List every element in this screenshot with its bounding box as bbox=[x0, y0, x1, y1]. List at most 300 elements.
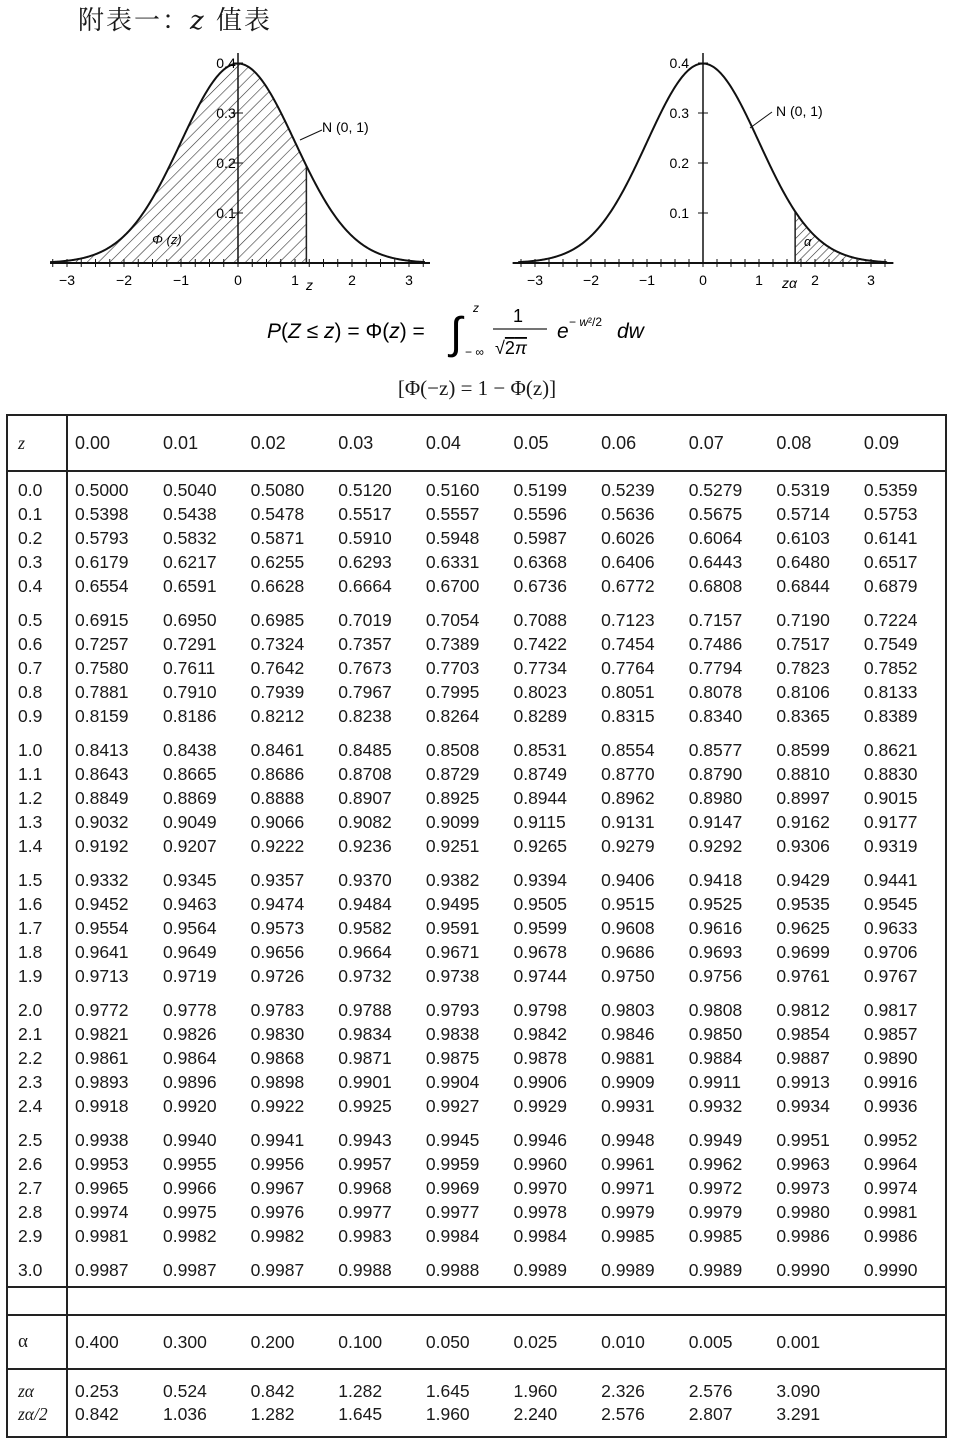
curve-label: N (0, 1) bbox=[776, 103, 823, 119]
alpha-label: α bbox=[7, 1315, 67, 1369]
probability-cell: 0.8554 bbox=[601, 739, 655, 760]
z-alpha-half-value: 1.960 bbox=[425, 1404, 470, 1424]
probability-cell: 0.9968 bbox=[338, 1177, 392, 1198]
probability-cell: 0.8729 bbox=[425, 763, 480, 784]
probability-cell: 0.9929 bbox=[513, 1095, 568, 1116]
probability-cell: 0.9177 bbox=[863, 811, 918, 832]
probability-cell: 0.9989 bbox=[601, 1259, 655, 1280]
probability-cell: 0.9525 bbox=[688, 893, 743, 914]
probability-cell: 0.8159 bbox=[75, 705, 129, 726]
x-tick-label: 3 bbox=[405, 272, 413, 288]
probability-cell: 0.8186 bbox=[163, 705, 217, 726]
z-value-cell: 0.8 bbox=[7, 680, 67, 704]
probability-cell: 0.9984 bbox=[425, 1225, 480, 1246]
probability-cell: 0.7019 bbox=[338, 609, 392, 630]
probability-cell: 0.8997 bbox=[776, 787, 830, 808]
probability-cell: 0.9857 bbox=[863, 1023, 918, 1044]
probability-cell: 0.9871 bbox=[338, 1047, 392, 1068]
probability-cell: 0.9750 bbox=[601, 965, 655, 986]
probability-cell: 0.9582 bbox=[338, 917, 392, 938]
column-header: 0.05 bbox=[506, 415, 594, 471]
y-tick-label: 0.4 bbox=[669, 55, 689, 71]
probability-cell: 0.9706 bbox=[863, 941, 918, 962]
svg-text:e: e bbox=[557, 320, 569, 343]
probability-cell: 0.9925 bbox=[338, 1095, 392, 1116]
z-alpha-half-value: 2.807 bbox=[688, 1404, 733, 1424]
probability-cell: 0.9788 bbox=[338, 999, 392, 1020]
table-row bbox=[7, 1122, 946, 1152]
probability-cell: 0.9812 bbox=[776, 999, 830, 1020]
z-row-group bbox=[7, 862, 946, 992]
z-value-cell: 0.2 bbox=[7, 526, 67, 550]
z-alpha-half-value: 1.282 bbox=[250, 1404, 295, 1424]
probability-cell: 0.8708 bbox=[338, 763, 392, 784]
probability-cell: 0.9032 bbox=[75, 811, 129, 832]
probability-cell: 0.9738 bbox=[425, 965, 480, 986]
probability-cell: 0.5753 bbox=[863, 503, 918, 524]
probability-cell: 0.5478 bbox=[250, 503, 305, 524]
z-alpha-half-value: 3.291 bbox=[776, 1404, 821, 1424]
probability-cell: 0.9625 bbox=[776, 917, 830, 938]
probability-cell: 0.8665 bbox=[163, 763, 217, 784]
y-tick-label: 0.3 bbox=[216, 105, 236, 121]
probability-cell: 0.7764 bbox=[601, 657, 655, 678]
alpha-value: 0.001 bbox=[769, 1315, 857, 1369]
probability-cell: 0.9131 bbox=[601, 811, 655, 832]
probability-cell: 0.9162 bbox=[776, 811, 830, 832]
probability-cell: 0.9943 bbox=[338, 1129, 392, 1150]
probability-cell: 0.5239 bbox=[601, 479, 655, 500]
probability-cell: 0.9946 bbox=[513, 1129, 568, 1150]
probability-cell: 0.6293 bbox=[338, 551, 392, 572]
probability-cell: 0.7794 bbox=[688, 657, 743, 678]
probability-cell: 0.8078 bbox=[688, 681, 743, 702]
probability-cell: 0.9906 bbox=[513, 1071, 568, 1092]
probability-cell: 0.9616 bbox=[688, 917, 743, 938]
probability-cell: 0.7454 bbox=[601, 633, 655, 654]
probability-cell: 0.9382 bbox=[425, 869, 480, 890]
probability-cell: 0.9983 bbox=[338, 1225, 392, 1246]
z-value-cell: 2.2 bbox=[7, 1046, 67, 1070]
probability-cell: 0.9951 bbox=[776, 1129, 830, 1150]
probability-cell: 0.7257 bbox=[75, 633, 129, 654]
probability-cell: 0.5793 bbox=[75, 527, 129, 548]
probability-cell: 0.5279 bbox=[688, 479, 743, 500]
table-row bbox=[7, 732, 946, 762]
probability-cell: 0.9961 bbox=[601, 1153, 655, 1174]
probability-cell: 0.8888 bbox=[250, 787, 305, 808]
table-row bbox=[7, 1200, 946, 1224]
z-alpha-value: 1.282 bbox=[338, 1381, 383, 1401]
probability-cell: 0.9834 bbox=[338, 1023, 392, 1044]
probability-cell: 0.9265 bbox=[513, 835, 568, 856]
probability-cell: 0.6700 bbox=[425, 575, 480, 596]
probability-cell: 0.9875 bbox=[425, 1047, 480, 1068]
probability-cell: 0.6554 bbox=[75, 575, 129, 596]
svg-text:1: 1 bbox=[513, 306, 524, 326]
probability-cell: 0.6591 bbox=[163, 575, 217, 596]
probability-cell: 0.7088 bbox=[513, 609, 568, 630]
table-row bbox=[7, 1176, 946, 1200]
probability-cell: 0.9319 bbox=[863, 835, 918, 856]
probability-cell: 0.9505 bbox=[513, 893, 568, 914]
z-value-cell: 2.8 bbox=[7, 1200, 67, 1224]
z-alpha-half-value: 2.240 bbox=[513, 1404, 558, 1424]
z-value-cell: 0.5 bbox=[7, 602, 67, 632]
table-row bbox=[7, 1070, 946, 1094]
table-row bbox=[7, 471, 946, 502]
probability-cell: 0.9236 bbox=[338, 835, 392, 856]
probability-cell: 0.9671 bbox=[425, 941, 480, 962]
probability-cell: 0.9292 bbox=[688, 835, 743, 856]
z-value-cell: 1.7 bbox=[7, 916, 67, 940]
probability-cell: 0.9599 bbox=[513, 917, 568, 938]
x-tick-label: 2 bbox=[348, 272, 356, 288]
alpha-value: 0.400 bbox=[67, 1315, 156, 1369]
table-row bbox=[7, 1252, 946, 1287]
probability-cell: 0.9953 bbox=[75, 1153, 129, 1174]
probability-cell: 0.5910 bbox=[338, 527, 392, 548]
z-value-cell: 0.9 bbox=[7, 704, 67, 732]
probability-cell: 0.9713 bbox=[75, 965, 129, 986]
probability-cell: 0.9842 bbox=[513, 1023, 568, 1044]
probability-cell: 0.9932 bbox=[688, 1095, 743, 1116]
probability-cell: 0.9767 bbox=[863, 965, 918, 986]
area-label: α bbox=[804, 234, 812, 249]
probability-cell: 0.9987 bbox=[250, 1259, 305, 1280]
probability-cell: 0.5199 bbox=[513, 479, 568, 500]
probability-cell: 0.9484 bbox=[338, 893, 392, 914]
probability-cell: 0.7967 bbox=[338, 681, 392, 702]
z-value-cell: 0.3 bbox=[7, 550, 67, 574]
svg-text:− ∞: − ∞ bbox=[465, 345, 484, 359]
table-row bbox=[7, 680, 946, 704]
alpha-row bbox=[7, 1315, 946, 1369]
probability-cell: 0.9945 bbox=[425, 1129, 480, 1150]
probability-cell: 0.6844 bbox=[776, 575, 830, 596]
probability-cell: 0.9975 bbox=[163, 1201, 217, 1222]
probability-cell: 0.9545 bbox=[863, 893, 918, 914]
z-alpha-row bbox=[7, 1369, 946, 1403]
z-value-cell: 1.9 bbox=[7, 964, 67, 992]
probability-cell: 0.6064 bbox=[688, 527, 743, 548]
probability-cell: 0.7995 bbox=[425, 681, 480, 702]
probability-cell: 0.9990 bbox=[776, 1259, 830, 1280]
x-tick-label: 3 bbox=[867, 272, 875, 288]
right-normal-curve-plot bbox=[500, 50, 900, 300]
probability-cell: 0.9207 bbox=[163, 835, 217, 856]
table-row bbox=[7, 550, 946, 574]
probability-cell: 0.9898 bbox=[250, 1071, 305, 1092]
alpha-value: 0.050 bbox=[419, 1315, 507, 1369]
probability-cell: 0.9306 bbox=[776, 835, 830, 856]
probability-cell: 0.9868 bbox=[250, 1047, 305, 1068]
probability-cell: 0.8531 bbox=[513, 739, 568, 760]
probability-cell: 0.9985 bbox=[601, 1225, 655, 1246]
probability-cell: 0.6368 bbox=[513, 551, 568, 572]
empty-cell bbox=[857, 1315, 946, 1369]
z-value-cell: 2.6 bbox=[7, 1152, 67, 1176]
probability-cell: 0.9884 bbox=[688, 1047, 743, 1068]
probability-cell: 0.9535 bbox=[776, 893, 830, 914]
table-row bbox=[7, 940, 946, 964]
probability-cell: 0.7703 bbox=[425, 657, 480, 678]
z-axis-marker-label: z bbox=[306, 277, 313, 293]
column-header: 0.02 bbox=[244, 415, 332, 471]
probability-cell: 0.9664 bbox=[338, 941, 392, 962]
probability-cell: 0.9608 bbox=[601, 917, 655, 938]
probability-cell: 0.8621 bbox=[863, 739, 918, 760]
probability-cell: 0.7157 bbox=[688, 609, 743, 630]
probability-cell: 0.9981 bbox=[75, 1225, 129, 1246]
probability-cell: 0.5359 bbox=[863, 479, 918, 500]
table-row bbox=[7, 1094, 946, 1122]
probability-cell: 0.8365 bbox=[776, 705, 830, 726]
divider-cell bbox=[7, 1287, 67, 1315]
probability-cell: 0.9429 bbox=[776, 869, 830, 890]
probability-cell: 0.9115 bbox=[513, 811, 566, 832]
probability-cell: 0.7852 bbox=[863, 657, 918, 678]
probability-cell: 0.9854 bbox=[776, 1023, 830, 1044]
probability-cell: 0.9916 bbox=[863, 1071, 918, 1092]
probability-cell: 0.9913 bbox=[776, 1071, 830, 1092]
probability-cell: 0.9633 bbox=[863, 917, 918, 938]
probability-cell: 0.9049 bbox=[163, 811, 217, 832]
probability-cell: 0.8925 bbox=[425, 787, 480, 808]
y-tick-label: 0.2 bbox=[669, 155, 689, 171]
probability-cell: 0.9966 bbox=[163, 1177, 217, 1198]
probability-cell: 0.9406 bbox=[601, 869, 655, 890]
divider-cell bbox=[67, 1287, 946, 1315]
z-value-cell: 2.9 bbox=[7, 1224, 67, 1252]
probability-cell: 0.9756 bbox=[688, 965, 743, 986]
probability-cell: 0.9515 bbox=[601, 893, 655, 914]
probability-cell: 0.9967 bbox=[250, 1177, 305, 1198]
probability-cell: 0.6179 bbox=[75, 551, 129, 572]
z-value-cell: 2.3 bbox=[7, 1070, 67, 1094]
probability-cell: 0.8962 bbox=[601, 787, 655, 808]
probability-cell: 0.7910 bbox=[163, 681, 217, 702]
probability-cell: 0.9838 bbox=[425, 1023, 480, 1044]
probability-cell: 0.9909 bbox=[601, 1071, 655, 1092]
z-value-cell: 0.1 bbox=[7, 502, 67, 526]
table-row bbox=[7, 704, 946, 732]
curve-label: N (0, 1) bbox=[322, 119, 369, 135]
probability-cell: 0.9940 bbox=[163, 1129, 217, 1150]
z-alpha-half-value: 0.842 bbox=[75, 1404, 119, 1424]
page-title bbox=[78, 0, 272, 37]
probability-cell: 0.6217 bbox=[163, 551, 217, 572]
z-value-cell: 0.4 bbox=[7, 574, 67, 602]
critical-values-section bbox=[7, 1287, 946, 1437]
probability-cell: 0.8980 bbox=[688, 787, 743, 808]
probability-cell: 0.9986 bbox=[863, 1225, 918, 1246]
probability-cell: 0.9803 bbox=[601, 999, 655, 1020]
z-alpha-half-row bbox=[7, 1403, 946, 1437]
probability-cell: 0.5987 bbox=[513, 527, 568, 548]
z-value-cell: 0.0 bbox=[7, 471, 67, 502]
probability-cell: 0.9830 bbox=[250, 1023, 305, 1044]
probability-cell: 0.7549 bbox=[863, 633, 918, 654]
probability-cell: 0.9989 bbox=[513, 1259, 568, 1280]
probability-cell: 0.5714 bbox=[776, 503, 830, 524]
probability-cell: 0.6103 bbox=[776, 527, 830, 548]
probability-cell: 0.9878 bbox=[513, 1047, 568, 1068]
probability-cell: 0.9357 bbox=[250, 869, 305, 890]
left-normal-curve-plot bbox=[50, 50, 430, 300]
z-value-cell: 1.8 bbox=[7, 940, 67, 964]
table-row bbox=[7, 992, 946, 1022]
probability-cell: 0.9987 bbox=[75, 1259, 129, 1280]
probability-cell: 0.9370 bbox=[338, 869, 392, 890]
probability-cell: 0.9744 bbox=[513, 965, 568, 986]
probability-cell: 0.9192 bbox=[75, 835, 129, 856]
table-row bbox=[7, 526, 946, 550]
probability-cell: 0.7517 bbox=[776, 633, 830, 654]
probability-cell: 0.8577 bbox=[688, 739, 743, 760]
probability-cell: 0.5000 bbox=[75, 479, 129, 500]
probability-cell: 0.9987 bbox=[163, 1259, 217, 1280]
probability-cell: 0.9332 bbox=[75, 869, 129, 890]
column-header: 0.08 bbox=[769, 415, 857, 471]
probability-cell: 0.9222 bbox=[250, 835, 305, 856]
probability-cell: 0.9982 bbox=[250, 1225, 305, 1246]
probability-cell: 0.7389 bbox=[425, 633, 480, 654]
x-tick-label: 0 bbox=[234, 272, 242, 288]
probability-cell: 0.5319 bbox=[776, 479, 830, 500]
table-row bbox=[7, 632, 946, 656]
table-row bbox=[7, 656, 946, 680]
y-tick-label: 0.4 bbox=[216, 55, 236, 71]
probability-cell: 0.9974 bbox=[863, 1177, 918, 1198]
probability-cell: 0.6950 bbox=[163, 609, 217, 630]
column-header: 0.09 bbox=[857, 415, 946, 471]
probability-cell: 0.6480 bbox=[776, 551, 830, 572]
probability-cell: 0.9936 bbox=[863, 1095, 918, 1116]
probability-cell: 0.9015 bbox=[863, 787, 918, 808]
probability-cell: 0.8023 bbox=[513, 681, 568, 702]
x-tick-label: 1 bbox=[755, 272, 763, 288]
probability-cell: 0.9955 bbox=[163, 1153, 217, 1174]
probability-cell: 0.9495 bbox=[425, 893, 480, 914]
probability-cell: 0.9082 bbox=[338, 811, 392, 832]
probability-cell: 0.9887 bbox=[776, 1047, 830, 1068]
x-tick-label: −3 bbox=[59, 272, 75, 288]
alpha-value: 0.200 bbox=[244, 1315, 332, 1369]
table-row bbox=[7, 964, 946, 992]
probability-cell: 0.8315 bbox=[601, 705, 655, 726]
alpha-value: 0.005 bbox=[682, 1315, 770, 1369]
probability-cell: 0.8749 bbox=[513, 763, 568, 784]
table-row bbox=[7, 1224, 946, 1252]
probability-cell: 0.6915 bbox=[75, 609, 129, 630]
probability-cell: 0.8770 bbox=[601, 763, 655, 784]
probability-cell: 0.9973 bbox=[776, 1177, 830, 1198]
probability-cell: 0.7291 bbox=[163, 633, 217, 654]
z-table bbox=[6, 414, 947, 1438]
probability-cell: 0.9962 bbox=[688, 1153, 743, 1174]
probability-cell: 0.9418 bbox=[688, 869, 743, 890]
probability-cell: 0.9904 bbox=[425, 1071, 480, 1092]
probability-cell: 0.5120 bbox=[338, 479, 392, 500]
probability-cell: 0.8830 bbox=[863, 763, 918, 784]
probability-cell: 0.9279 bbox=[601, 835, 655, 856]
probability-cell: 0.9938 bbox=[75, 1129, 129, 1150]
probability-cell: 0.9850 bbox=[688, 1023, 743, 1044]
probability-cell: 0.9066 bbox=[250, 811, 305, 832]
z-alpha-value: 0.842 bbox=[250, 1381, 295, 1401]
z-row-group bbox=[7, 1252, 946, 1287]
x-tick-label: −1 bbox=[173, 272, 189, 288]
x-tick-label: −1 bbox=[639, 272, 655, 288]
z-value-cell: 2.7 bbox=[7, 1176, 67, 1200]
x-tick-label: 1 bbox=[291, 272, 299, 288]
y-tick-label: 0.1 bbox=[216, 205, 236, 221]
probability-cell: 0.8686 bbox=[250, 763, 305, 784]
table-row bbox=[7, 1152, 946, 1176]
title-suffix: 值表 bbox=[205, 6, 272, 36]
probability-cell: 0.9959 bbox=[425, 1153, 480, 1174]
z-value-cell: 0.6 bbox=[7, 632, 67, 656]
probability-cell: 0.7734 bbox=[513, 657, 568, 678]
probability-cell: 0.7486 bbox=[688, 633, 743, 654]
z-alpha-half-value: 1.036 bbox=[163, 1404, 207, 1424]
empty-cell bbox=[857, 1369, 946, 1403]
z-alpha-value: 0.253 bbox=[75, 1381, 119, 1401]
probability-cell: 0.9981 bbox=[863, 1201, 918, 1222]
svg-text:z: z bbox=[473, 301, 479, 315]
probability-cell: 0.6664 bbox=[338, 575, 392, 596]
table-row bbox=[7, 762, 946, 786]
z-value-cell: 1.3 bbox=[7, 810, 67, 834]
probability-cell: 0.7939 bbox=[250, 681, 305, 702]
probability-cell: 0.6736 bbox=[513, 575, 568, 596]
probability-cell: 0.9952 bbox=[863, 1129, 918, 1150]
probability-cell: 0.5832 bbox=[163, 527, 217, 548]
x-tick-label: 2 bbox=[811, 272, 819, 288]
x-tick-label: −3 bbox=[527, 272, 543, 288]
column-header: 0.00 bbox=[67, 415, 156, 471]
probability-cell: 0.9956 bbox=[250, 1153, 305, 1174]
probability-cell: 0.7881 bbox=[75, 681, 129, 702]
probability-cell: 0.9573 bbox=[250, 917, 305, 938]
z-value-cell: 2.0 bbox=[7, 992, 67, 1022]
probability-cell: 0.8438 bbox=[163, 739, 217, 760]
z-value-cell: 2.4 bbox=[7, 1094, 67, 1122]
probability-cell: 0.6985 bbox=[250, 609, 305, 630]
probability-cell: 0.9918 bbox=[75, 1095, 129, 1116]
curve-label-leader bbox=[750, 112, 772, 128]
z-row-group bbox=[7, 471, 946, 602]
table-row bbox=[7, 1022, 946, 1046]
y-tick-label: 0.3 bbox=[669, 105, 689, 121]
probability-cell: 0.9821 bbox=[75, 1023, 129, 1044]
x-tick-label: −2 bbox=[583, 272, 599, 288]
probability-cell: 0.7422 bbox=[513, 633, 568, 654]
probability-cell: 0.9990 bbox=[863, 1259, 918, 1280]
z-alpha-value: 2.326 bbox=[601, 1381, 645, 1401]
probability-cell: 0.9719 bbox=[163, 965, 217, 986]
probability-cell: 0.5160 bbox=[425, 479, 480, 500]
probability-cell: 0.7224 bbox=[863, 609, 918, 630]
curve-label-leader bbox=[300, 130, 322, 140]
probability-cell: 0.9949 bbox=[688, 1129, 743, 1150]
probability-cell: 0.5596 bbox=[513, 503, 568, 524]
probability-cell: 0.5636 bbox=[601, 503, 655, 524]
table-row bbox=[7, 1046, 946, 1070]
probability-cell: 0.8907 bbox=[338, 787, 392, 808]
z-axis-marker-label: zα bbox=[782, 275, 797, 291]
